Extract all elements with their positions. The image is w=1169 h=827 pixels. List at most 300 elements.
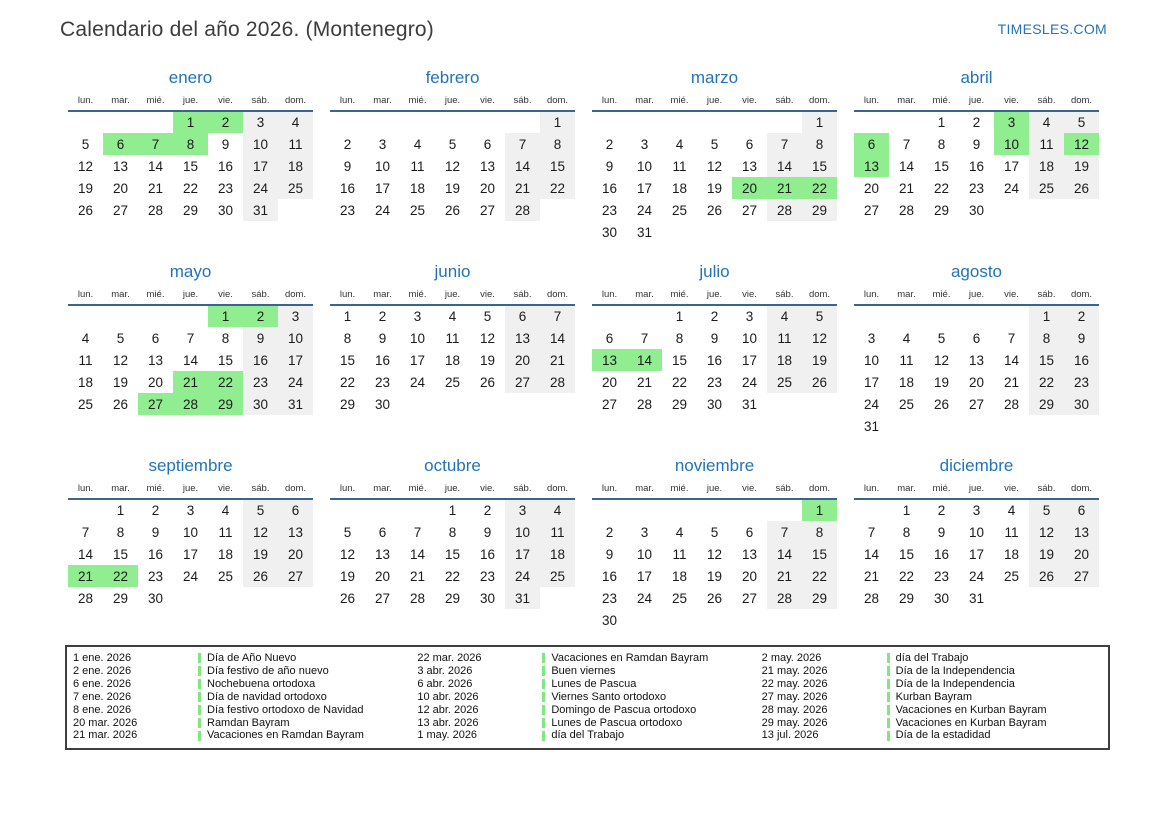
empty-cell (68, 111, 103, 133)
weekday-label: lun. (854, 289, 889, 305)
day-cell: 7 (1007, 330, 1016, 346)
empty-cell (767, 111, 802, 133)
legend-date: 21 mar. 2026 (73, 729, 138, 742)
week-row (592, 155, 837, 177)
empty-cell (662, 609, 697, 631)
month-septiembre (68, 456, 313, 631)
weekday-label: dom. (802, 289, 837, 305)
legend-entry (417, 665, 757, 678)
month-table (330, 95, 575, 221)
day-cell: 23 (933, 568, 950, 584)
day-cell: 23 (374, 374, 391, 390)
day-cell: 6 (378, 524, 387, 540)
day-cell: 16 (601, 568, 618, 584)
day-cell: 31 (505, 587, 540, 609)
holiday-marker-icon (887, 731, 890, 741)
day-cell: 15 (933, 158, 950, 174)
day-cell: 15 (898, 546, 915, 562)
empty-cell (1029, 587, 1064, 609)
empty-cell (1064, 587, 1099, 609)
legend-holiday-name: Vacaciones en Ramdan Bayram (551, 652, 709, 664)
day-cell: 19 (444, 180, 461, 196)
day-cell: 4 (413, 136, 422, 152)
legend-holiday-name: Día de la Independencia (895, 677, 1015, 690)
legend-holiday-name: Ramdan Bayram (207, 716, 290, 729)
day-cell: 20 (1064, 543, 1099, 565)
day-cell: 14 (767, 543, 802, 565)
holiday-marker-icon (542, 731, 545, 741)
day-cell: 2 (1064, 305, 1099, 327)
day-cell: 14 (1003, 352, 1020, 368)
legend-entry (73, 652, 413, 665)
month-octubre (330, 456, 575, 631)
empty-cell (924, 305, 959, 327)
month-name: diciembre (939, 456, 1014, 475)
day-cell: 11 (278, 133, 313, 155)
weekday-label: jue. (173, 483, 208, 499)
day-cell: 10 (741, 330, 758, 346)
empty-cell (400, 393, 435, 415)
day-cell: 11 (672, 158, 687, 174)
day-cell: 19 (706, 180, 723, 196)
week-row (854, 565, 1099, 587)
week-row (330, 155, 575, 177)
holiday-day-cell: 1 (173, 111, 208, 133)
day-cell: 5 (710, 136, 719, 152)
weekday-label: jue. (697, 483, 732, 499)
day-cell: 27 (505, 371, 540, 393)
weekday-label: mar. (103, 95, 138, 111)
day-cell: 28 (863, 590, 880, 606)
empty-cell (802, 609, 837, 631)
day-cell: 15 (444, 546, 461, 562)
weekday-label: lun. (854, 483, 889, 499)
holiday-marker-icon (542, 692, 545, 702)
week-row (592, 327, 837, 349)
day-cell: 16 (339, 180, 356, 196)
legend-entry (762, 717, 1102, 730)
day-cell: 19 (77, 180, 94, 196)
week-row (68, 371, 313, 393)
holiday-day-cell: 3 (994, 111, 1029, 133)
holiday-marker-icon (887, 692, 890, 702)
day-cell: 25 (278, 177, 313, 199)
week-row (68, 543, 313, 565)
day-cell: 23 (1064, 371, 1099, 393)
day-cell: 7 (640, 330, 649, 346)
day-cell: 8 (448, 524, 457, 540)
holiday-day-cell: 14 (627, 349, 662, 371)
day-cell: 23 (601, 590, 618, 606)
day-cell: 6 (483, 136, 492, 152)
month-noviembre (592, 456, 837, 631)
day-cell: 4 (1007, 503, 1016, 518)
week-row (854, 521, 1099, 543)
week-row (330, 565, 575, 587)
month-table (854, 483, 1099, 609)
legend-holiday-name: Día festivo de año nuevo (207, 664, 329, 677)
day-cell: 5 (802, 305, 837, 327)
day-cell: 30 (374, 396, 391, 412)
weekday-header-row (854, 483, 1099, 499)
month-table (330, 289, 575, 415)
month-name: abril (960, 68, 993, 87)
empty-cell (959, 305, 994, 327)
weekday-label: mar. (103, 483, 138, 499)
day-cell: 24 (968, 568, 985, 584)
day-cell: 27 (479, 202, 496, 218)
day-cell: 6 (151, 330, 160, 346)
empty-cell (208, 587, 243, 609)
week-row (854, 111, 1099, 133)
legend-entry (762, 665, 1102, 678)
day-cell: 17 (505, 543, 540, 565)
day-cell: 7 (186, 330, 195, 346)
day-cell: 12 (706, 546, 723, 562)
day-cell: 7 (540, 305, 575, 327)
legend-date: 13 jul. 2026 (761, 729, 819, 742)
weekday-label: lun. (592, 483, 627, 499)
day-cell: 5 (116, 330, 125, 346)
day-cell: 10 (968, 524, 985, 540)
day-cell: 15 (802, 543, 837, 565)
day-cell: 23 (968, 180, 985, 196)
day-cell: 21 (898, 180, 915, 196)
empty-cell (540, 199, 575, 221)
day-cell: 11 (445, 330, 460, 346)
weekday-label: sáb. (243, 289, 278, 305)
holiday-day-cell: 13 (592, 349, 627, 371)
empty-cell (592, 305, 627, 327)
day-cell: 17 (636, 180, 653, 196)
empty-cell (540, 393, 575, 415)
day-cell: 27 (1064, 565, 1099, 587)
day-cell: 14 (77, 546, 94, 562)
day-cell: 22 (182, 180, 199, 196)
day-cell: 4 (675, 524, 684, 540)
legend-holiday-name: Kurban Bayram (895, 690, 973, 703)
legend-date: 2 may. 2026 (761, 652, 822, 664)
day-cell: 4 (675, 136, 684, 152)
day-cell: 19 (1064, 155, 1099, 177)
weekday-label: sáb. (243, 483, 278, 499)
day-cell: 6 (1064, 499, 1099, 521)
legend-holiday-name: Lunes de Pascua ortodoxo (551, 716, 683, 729)
legend-entry (417, 652, 757, 665)
weekday-label: jue. (435, 289, 470, 305)
day-cell: 18 (1003, 546, 1020, 562)
day-cell: 26 (1029, 565, 1064, 587)
day-cell: 26 (77, 202, 94, 218)
week-row (854, 499, 1099, 521)
weekday-label: jue. (959, 483, 994, 499)
day-cell: 20 (741, 568, 758, 584)
day-cell: 29 (182, 202, 199, 218)
day-cell: 9 (378, 330, 387, 346)
day-cell: 11 (1004, 524, 1019, 540)
empty-cell (103, 305, 138, 327)
weekday-label: sáb. (505, 483, 540, 499)
week-row (68, 393, 313, 415)
legend-entry (73, 717, 413, 730)
weekday-label: jue. (435, 95, 470, 111)
day-cell: 19 (479, 352, 496, 368)
weekday-label: mié. (662, 483, 697, 499)
week-row (330, 327, 575, 349)
holiday-day-cell: 13 (854, 155, 889, 177)
empty-cell (994, 587, 1029, 609)
week-row (68, 199, 313, 221)
legend-date: 27 may. 2026 (761, 690, 828, 703)
week-row (330, 543, 575, 565)
day-cell: 13 (1064, 521, 1099, 543)
empty-cell (802, 393, 837, 415)
day-cell: 1 (1029, 305, 1064, 327)
day-cell: 27 (278, 565, 313, 587)
week-row (592, 199, 837, 221)
day-cell: 27 (741, 202, 758, 218)
empty-cell (365, 111, 400, 133)
day-cell: 5 (710, 524, 719, 540)
empty-cell (889, 111, 924, 133)
day-cell: 5 (937, 330, 946, 346)
weekday-label: mar. (889, 483, 924, 499)
week-row (854, 305, 1099, 327)
empty-cell (697, 499, 732, 521)
legend-holiday-name: Día de Año Nuevo (207, 652, 297, 664)
day-cell: 6 (745, 136, 754, 152)
legend-entry (73, 665, 413, 678)
weekday-label: mié. (400, 289, 435, 305)
empty-cell (1029, 199, 1064, 221)
week-row (592, 393, 837, 415)
day-cell: 20 (479, 180, 496, 196)
day-cell: 7 (505, 133, 540, 155)
day-cell: 12 (339, 546, 356, 562)
day-cell: 25 (77, 396, 94, 412)
day-cell: 27 (112, 202, 129, 218)
weekday-label: sáb. (767, 289, 802, 305)
legend-date: 29 may. 2026 (761, 716, 828, 729)
week-row (592, 565, 837, 587)
legend-date: 1 ene. 2026 (73, 652, 132, 664)
holiday-day-cell: 21 (173, 371, 208, 393)
empty-cell (627, 111, 662, 133)
site-link[interactable]: TIMESLES.COM (997, 21, 1107, 37)
day-cell: 9 (937, 524, 946, 540)
holiday-marker-icon (542, 653, 545, 663)
day-cell: 9 (221, 136, 230, 152)
weekday-label: sáb. (1029, 483, 1064, 499)
legend-holiday-name: día del Trabajo (895, 652, 969, 664)
day-cell: 26 (243, 565, 278, 587)
weekday-label: dom. (540, 95, 575, 111)
legend-entry (762, 704, 1102, 717)
day-cell: 23 (339, 202, 356, 218)
weekday-label: mar. (889, 289, 924, 305)
day-cell: 26 (1064, 177, 1099, 199)
day-cell: 21 (767, 565, 802, 587)
day-cell: 24 (741, 374, 758, 390)
month-name: noviembre (674, 456, 755, 475)
day-cell: 19 (1029, 543, 1064, 565)
day-cell: 20 (147, 374, 164, 390)
legend-entry (417, 717, 757, 730)
weekday-label: dom. (278, 95, 313, 111)
legend-entry (762, 652, 1102, 665)
day-cell: 29 (339, 396, 356, 412)
week-row (854, 543, 1099, 565)
empty-cell (767, 393, 802, 415)
legend-holiday-name: Vacaciones en Kurban Bayram (895, 703, 1047, 716)
day-cell: 3 (413, 309, 422, 324)
empty-cell (732, 221, 767, 243)
empty-cell (767, 609, 802, 631)
day-cell: 26 (339, 590, 356, 606)
weekday-label: sáb. (767, 483, 802, 499)
day-cell: 20 (601, 374, 618, 390)
day-cell: 29 (112, 590, 129, 606)
day-cell: 14 (182, 352, 199, 368)
day-cell: 23 (243, 371, 278, 393)
month-table (592, 289, 837, 415)
holiday-marker-icon (198, 666, 201, 676)
month-febrero (330, 68, 575, 243)
day-cell: 5 (1064, 111, 1099, 133)
month-agosto (854, 262, 1099, 437)
holiday-marker-icon (542, 718, 545, 728)
day-cell: 15 (671, 352, 688, 368)
weekday-label: dom. (278, 483, 313, 499)
empty-cell (278, 199, 313, 221)
holiday-day-cell: 6 (103, 133, 138, 155)
day-cell: 17 (741, 352, 758, 368)
day-cell: 30 (243, 393, 278, 415)
day-cell: 1 (937, 115, 946, 130)
empty-cell (732, 111, 767, 133)
weekday-header-row (68, 289, 313, 305)
day-cell: 24 (505, 565, 540, 587)
day-cell: 30 (601, 612, 618, 628)
legend-date: 3 abr. 2026 (417, 664, 473, 677)
day-cell: 7 (767, 521, 802, 543)
day-cell: 12 (112, 352, 129, 368)
day-cell: 1 (448, 503, 457, 518)
holiday-day-cell: 27 (138, 393, 173, 415)
day-cell: 28 (1003, 396, 1020, 412)
day-cell: 3 (640, 136, 649, 152)
day-cell: 20 (374, 568, 391, 584)
day-cell: 18 (671, 180, 688, 196)
week-row (68, 111, 313, 133)
day-cell: 11 (767, 327, 802, 349)
day-cell: 11 (410, 158, 425, 174)
empty-cell (470, 393, 505, 415)
day-cell: 16 (968, 158, 985, 174)
day-cell: 29 (933, 202, 950, 218)
empty-cell (732, 499, 767, 521)
empty-cell (592, 499, 627, 521)
weekday-label: mar. (627, 289, 662, 305)
day-cell: 4 (278, 111, 313, 133)
day-cell: 5 (81, 136, 90, 152)
day-cell: 28 (77, 590, 94, 606)
day-cell: 3 (972, 503, 981, 518)
day-cell: 29 (898, 590, 915, 606)
day-cell: 4 (221, 503, 230, 518)
week-row (592, 371, 837, 393)
empty-cell (889, 305, 924, 327)
day-cell: 29 (671, 396, 688, 412)
weekday-label: jue. (173, 289, 208, 305)
day-cell: 31 (741, 396, 758, 412)
holiday-marker-icon (887, 653, 890, 663)
day-cell: 22 (339, 374, 356, 390)
day-cell: 21 (540, 349, 575, 371)
weekday-label: vie. (994, 95, 1029, 111)
month-junio (330, 262, 575, 437)
legend-date: 12 abr. 2026 (417, 703, 479, 716)
week-row (592, 543, 837, 565)
day-cell: 20 (968, 374, 985, 390)
day-cell: 24 (182, 568, 199, 584)
week-row (854, 199, 1099, 221)
day-cell: 16 (933, 546, 950, 562)
weekday-label: vie. (994, 483, 1029, 499)
day-cell: 30 (933, 590, 950, 606)
weekday-header-row (68, 95, 313, 111)
empty-cell (470, 111, 505, 133)
empty-cell (435, 393, 470, 415)
month-table (854, 289, 1099, 437)
day-cell: 30 (479, 590, 496, 606)
day-cell: 18 (767, 349, 802, 371)
legend-holiday-name: Vacaciones en Ramdan Bayram (207, 729, 364, 742)
day-cell: 25 (671, 202, 688, 218)
empty-cell (627, 609, 662, 631)
month-abril (854, 68, 1099, 243)
day-cell: 5 (343, 524, 352, 540)
day-cell: 23 (147, 568, 164, 584)
day-cell: 8 (221, 330, 230, 346)
day-cell: 18 (540, 543, 575, 565)
holiday-day-cell: 1 (208, 305, 243, 327)
day-cell: 1 (343, 309, 352, 324)
day-cell: 1 (675, 309, 684, 324)
day-cell: 30 (217, 202, 234, 218)
month-name: junio (434, 262, 471, 281)
day-cell: 3 (640, 524, 649, 540)
day-cell: 18 (898, 374, 915, 390)
day-cell: 26 (706, 202, 723, 218)
week-row (330, 199, 575, 221)
legend-holiday-name: Lunes de Pascua (551, 677, 637, 690)
legend-entry (762, 678, 1102, 691)
day-cell: 19 (243, 543, 278, 565)
day-cell: 5 (1029, 499, 1064, 521)
holiday-marker-icon (198, 705, 201, 715)
month-name: septiembre (148, 456, 233, 475)
weekday-label: sáb. (505, 95, 540, 111)
week-row (854, 393, 1099, 415)
day-cell: 21 (863, 568, 880, 584)
weekday-label: vie. (470, 95, 505, 111)
day-cell: 11 (78, 352, 93, 368)
legend-date: 7 ene. 2026 (73, 690, 132, 703)
day-cell: 25 (767, 371, 802, 393)
week-row (854, 371, 1099, 393)
day-cell: 18 (217, 546, 234, 562)
